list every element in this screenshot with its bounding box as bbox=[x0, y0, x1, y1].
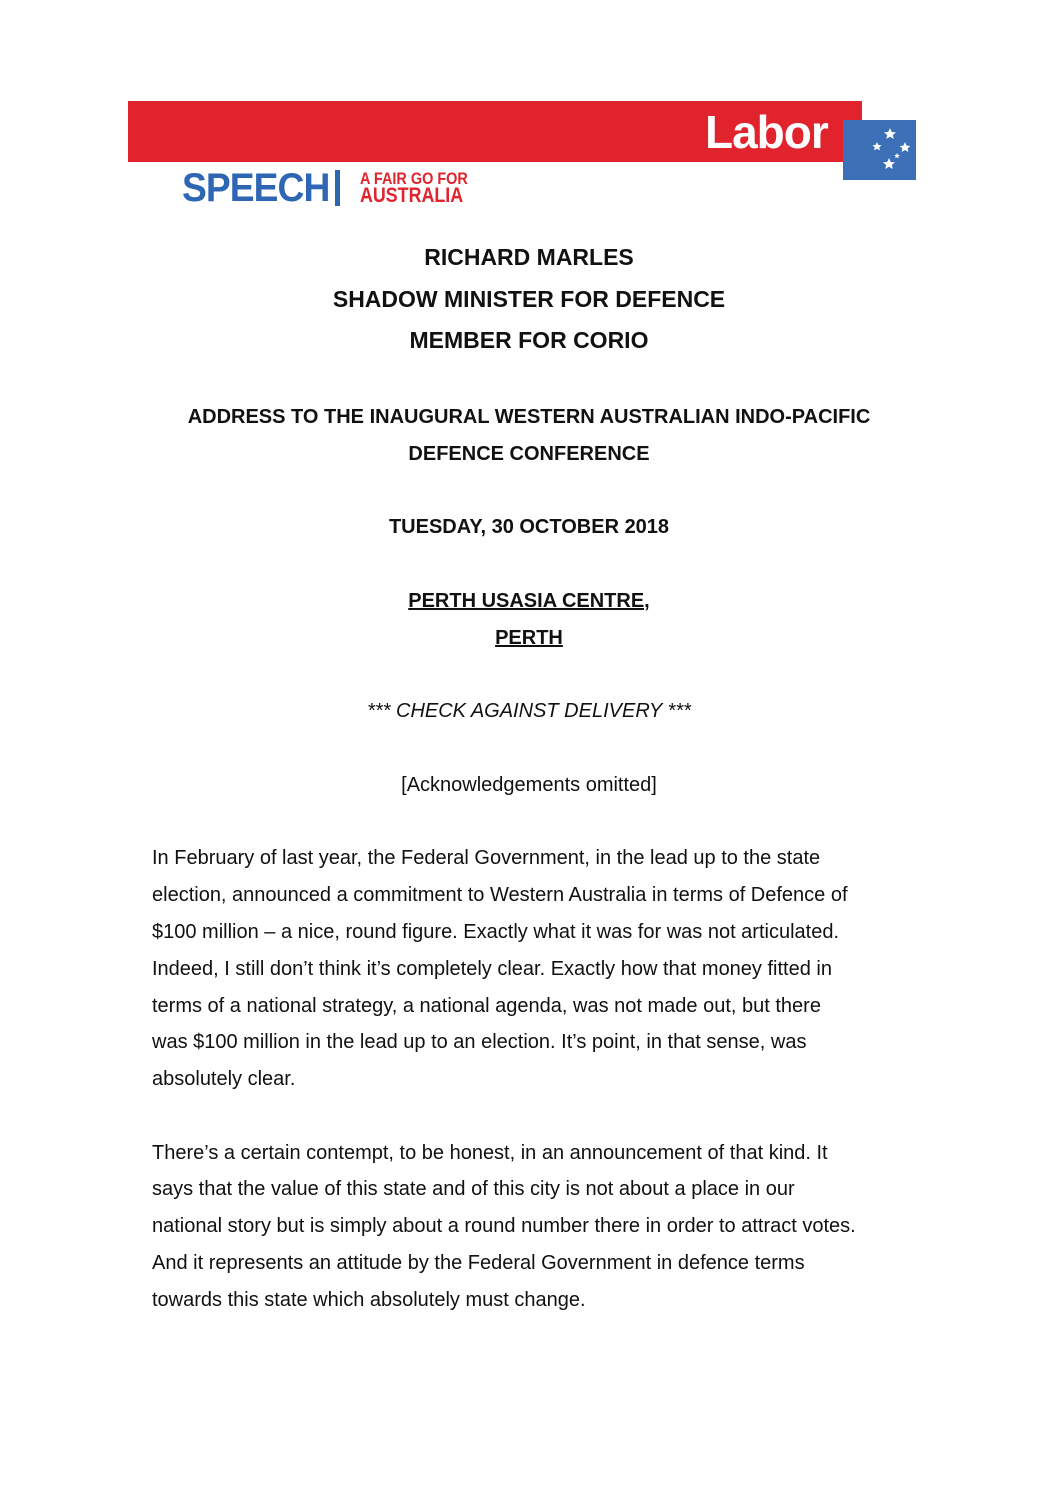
body-line: election, announced a commitment to Western Australia in terms of Defence of bbox=[152, 884, 848, 906]
speaker-role: SHADOW MINISTER FOR DEFENCE bbox=[332, 286, 726, 312]
speech-date: TUESDAY, 30 OCTOBER 2018 bbox=[388, 516, 670, 538]
body-line: towards this state which absolutely must change. bbox=[152, 1289, 586, 1311]
body-line: There’s a certain contempt, to be honest, in an announcement of that kind. It bbox=[152, 1142, 828, 1164]
labor-speech-banner bbox=[0, 0, 1058, 220]
delivery-note: *** CHECK AGAINST DELIVERY *** bbox=[367, 700, 691, 722]
venue-line-2: PERTH bbox=[495, 627, 563, 649]
body-line: And it represents an attitude by the Federal Government in defence terms bbox=[152, 1252, 805, 1274]
tagline-line-1: A FAIR GO FOR bbox=[360, 169, 468, 188]
venue-line-1: PERTH USASIA CENTRE, bbox=[408, 590, 650, 612]
body-line: Indeed, I still don’t think it’s completely clear. Exactly how that money fitted in bbox=[152, 958, 832, 980]
speaker-seat: MEMBER FOR CORIO bbox=[409, 327, 649, 353]
body-line: absolutely clear. bbox=[152, 1068, 296, 1090]
body-line: terms of a national strategy, a national agenda, was not made out, but there bbox=[152, 995, 821, 1017]
body-line: was $100 million in the lead up to an election. It’s point, in that sense, was bbox=[152, 1031, 807, 1053]
body-line: In February of last year, the Federal Government, in the lead up to the state bbox=[152, 847, 821, 869]
body-line: $100 million – a nice, round figure. Exactly what it was for was not articulated. bbox=[152, 921, 840, 943]
speech-title-line-1: ADDRESS TO THE INAUGURAL WESTERN AUSTRALIAN INDO-PACIFIC bbox=[187, 406, 871, 428]
tagline bbox=[360, 170, 468, 207]
speech-separator bbox=[335, 170, 340, 206]
tagline-line-2: AUSTRALIA bbox=[360, 184, 464, 207]
body-line: national story but is simply about a round number there in order to attract votes. bbox=[152, 1215, 856, 1237]
speaker-name: RICHARD MARLES bbox=[424, 244, 634, 270]
speech-title-line-2: DEFENCE CONFERENCE bbox=[408, 443, 650, 465]
speech-logo-text: SPEECH bbox=[182, 166, 330, 210]
acknowledgements-note: [Acknowledgements omitted] bbox=[401, 774, 657, 796]
labor-logo-text: Labor bbox=[705, 106, 828, 158]
southern-cross-stars-icon bbox=[843, 120, 916, 180]
body-line: says that the value of this state and of this city is not about a place in our bbox=[152, 1178, 795, 1200]
